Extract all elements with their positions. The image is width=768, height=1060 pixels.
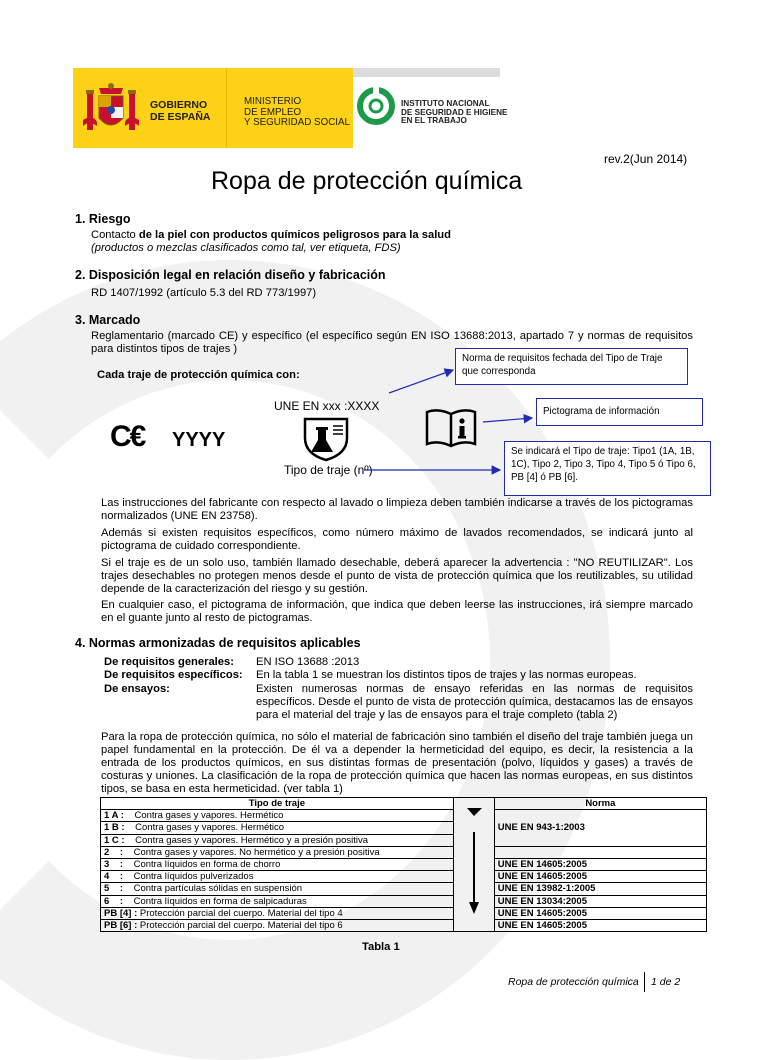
instructions-paragraph-4: En cualquier caso, el pictograma de información, que indica que deben leerse las instrucciones, irá siempre marcado en el guante junto al resto de pictogramas. [101,599,693,624]
table-caption: Tabla 1 [362,941,400,953]
footer-title: Ropa de protección química [508,976,639,988]
marking-intro: Cada traje de protección química con: [97,369,300,381]
row-desc: Contra líquidos en forma de salpicaduras [133,895,307,907]
revision: rev.2(Jun 2014) [604,152,688,166]
table-header-type: Tipo de traje [101,798,454,810]
instructions-paragraph-1: Las instrucciones del fabricante con respecto al lavado o limpieza deben también indicarse a través de los pictogramas normalizados (UNE EN 23758). [101,497,693,522]
table-row [101,883,707,895]
footer-divider [644,972,645,992]
general-req-label: De requisitos generales: [104,656,234,668]
row-code: 5 : [104,883,124,895]
row-code: 1 C : [104,834,125,846]
row-desc: Contra gases y vapores. Hermético y a presión positiva [135,834,369,846]
specific-req-label: De requisitos específicos: [104,669,243,681]
row-code: 1 B : [104,822,125,834]
gov-line-1: GOBIERNO [150,99,208,111]
row-code: 6 : [104,895,124,907]
row-code: PB [4] : [104,907,138,919]
institute-line-1: INSTITUTO NACIONAL [401,99,490,108]
table-row [101,846,707,858]
section-2-line: RD 1407/1992 (artículo 5.3 del RD 773/1997) [91,287,317,299]
table-row [101,919,707,931]
ce-mark-icon: C€ [110,420,145,453]
section-1-line-2: (productos o mezclas clasificados como tal, ver etiqueta, FDS) [91,242,401,254]
row-norm: UNE EN 13034:2005 [494,895,706,907]
row-code: 4 : [104,871,124,883]
row-code: 3 : [104,859,124,871]
row-norm: UNE EN 14605:2005 [494,907,706,919]
instructions-paragraph-3: Si el traje es de un solo uso, también llamado desechable, deberá aparecer la advertencia : "NO REUTILIZAR". Los trajes desechables no protegen menos desde el punto de vista de protección química que los reutilizables, su utilidad depende de la caracterización del riesgo y su gestión. [101,557,693,595]
row-code: 2 : [104,846,124,858]
general-req-value: EN ISO 13688 :2013 [256,656,360,668]
row-code: 1 A : [104,810,124,822]
table-row [101,895,707,907]
table-row [101,871,707,883]
row-norm: UNE EN 14605:2005 [494,871,706,883]
row-desc: Contra gases y vapores. No hermético y a presión positiva [133,846,380,858]
institute-line-3: EN EL TRABAJO [401,116,467,126]
page-title: Ropa de protección química [211,167,523,195]
ministry-line-2: DE EMPLEO [244,106,302,118]
table-row [101,810,707,822]
row-desc: Contra líquidos pulverizados [133,871,254,883]
callout-norma: Norma de requisitos fechada del Tipo de Traje que corresponda [455,348,688,385]
tests-value: Existen numerosas normas de ensayo referidas en las normas de requisitos específicos. Desde el punto de vista de protección química, destacamos las de ensayos para el material del traje y las de ensayos para el traje completo (tabla 2) [256,683,693,721]
callout-tipo: Se indicará el Tipo de traje: Tipo1 (1A, 1B, 1C), Tipo 2, Tipo 3, Tipo 4, Tipo 5 ó Tipo 6, PB [4] ó PB [6]. [504,441,711,496]
section-2-heading: 2. Disposición legal en relación diseño y fabricación [75,268,386,282]
callout-arrows [0,0,768,520]
row-desc: Protección parcial del cuerpo. Material del tipo 4 [139,907,343,919]
suit-types-table [100,797,707,932]
section-3-paragraph: Reglamentario (marcado CE) y específico (el específico según EN ISO 13688:2013, apartado 7 y normas de requisitos para distintos tipos de trajes ) [91,330,693,355]
row-desc: Protección parcial del cuerpo. Material del tipo 6 [139,919,343,931]
table-row [101,907,707,919]
row-norm: UNE EN 14605:2005 [494,919,706,931]
row-desc: Contra líquidos en forma de chorro [133,859,281,871]
section-3-heading: 3. Marcado [75,313,141,327]
section-1-text-b: de la piel con productos químicos peligrosos para la salud [138,229,451,241]
row-desc: Contra gases y vapores. Hermético [134,810,284,822]
row-norm [494,846,706,858]
year-marking: YYYY [172,429,226,451]
footer-page-number: 1 de 2 [651,976,681,988]
table-row [101,858,707,870]
table-arrow-column [453,798,494,932]
suit-type-marking: Tipo de traje (nº) [284,463,373,477]
section-4-paragraph: Para la ropa de protección química, no sólo el material de fabricación sino también el diseño del traje también juega un papel fundamental en la protección. De él va a depender la hermeticidad del equipo, es decir, la resistencia a la entrada de los productos químicos, en sus distintas formas de presentación (polvo, líquidos y gases) a través de costuras y uniones. La clasificación de la ropa de protección química que hacen las normas europeas, en sus distintos tipos, se basa en esta hermeticidad. (ver tabla 1) [101,731,693,795]
specific-req-value: En la tabla 1 se muestran los distintos tipos de trajes y las normas europeas. [256,669,637,681]
row-desc: Contra gases y vapores. Hermético [135,822,285,834]
arrow-down-icon [454,798,494,920]
row-norm: UNE EN 14605:2005 [494,858,706,870]
row-norm: UNE EN 943-1:2003 [494,810,706,847]
row-norm: UNE EN 13982-1:2005 [494,883,706,895]
row-code: PB [6] : [104,919,138,931]
section-4-heading: 4. Normas armonizadas de requisitos aplicables [75,636,361,650]
institute-line-2: DE SEGURIDAD E HIGIENE [401,107,508,117]
table-header-norm: Norma [494,798,706,810]
row-desc: Contra partículas sólidas en suspensión [133,883,303,895]
tests-label: De ensayos: [104,683,170,695]
section-1-text-a: Contacto [91,229,139,241]
gov-line-2: DE ESPAÑA [150,111,211,123]
ministry-line-3: Y SEGURIDAD SOCIAL [244,117,350,128]
ministry-line-1: MINISTERIO [244,96,302,107]
instructions-paragraph-2: Además si existen requisitos específicos, como número máximo de lavados recomendados, se indicará junto al pictograma de cuidado correspondiente. [101,527,693,552]
section-1-heading: 1. Riesgo [75,212,131,226]
callout-pictograma: Pictograma de información [536,398,703,426]
une-marking: UNE EN xxx :XXXX [274,399,380,413]
